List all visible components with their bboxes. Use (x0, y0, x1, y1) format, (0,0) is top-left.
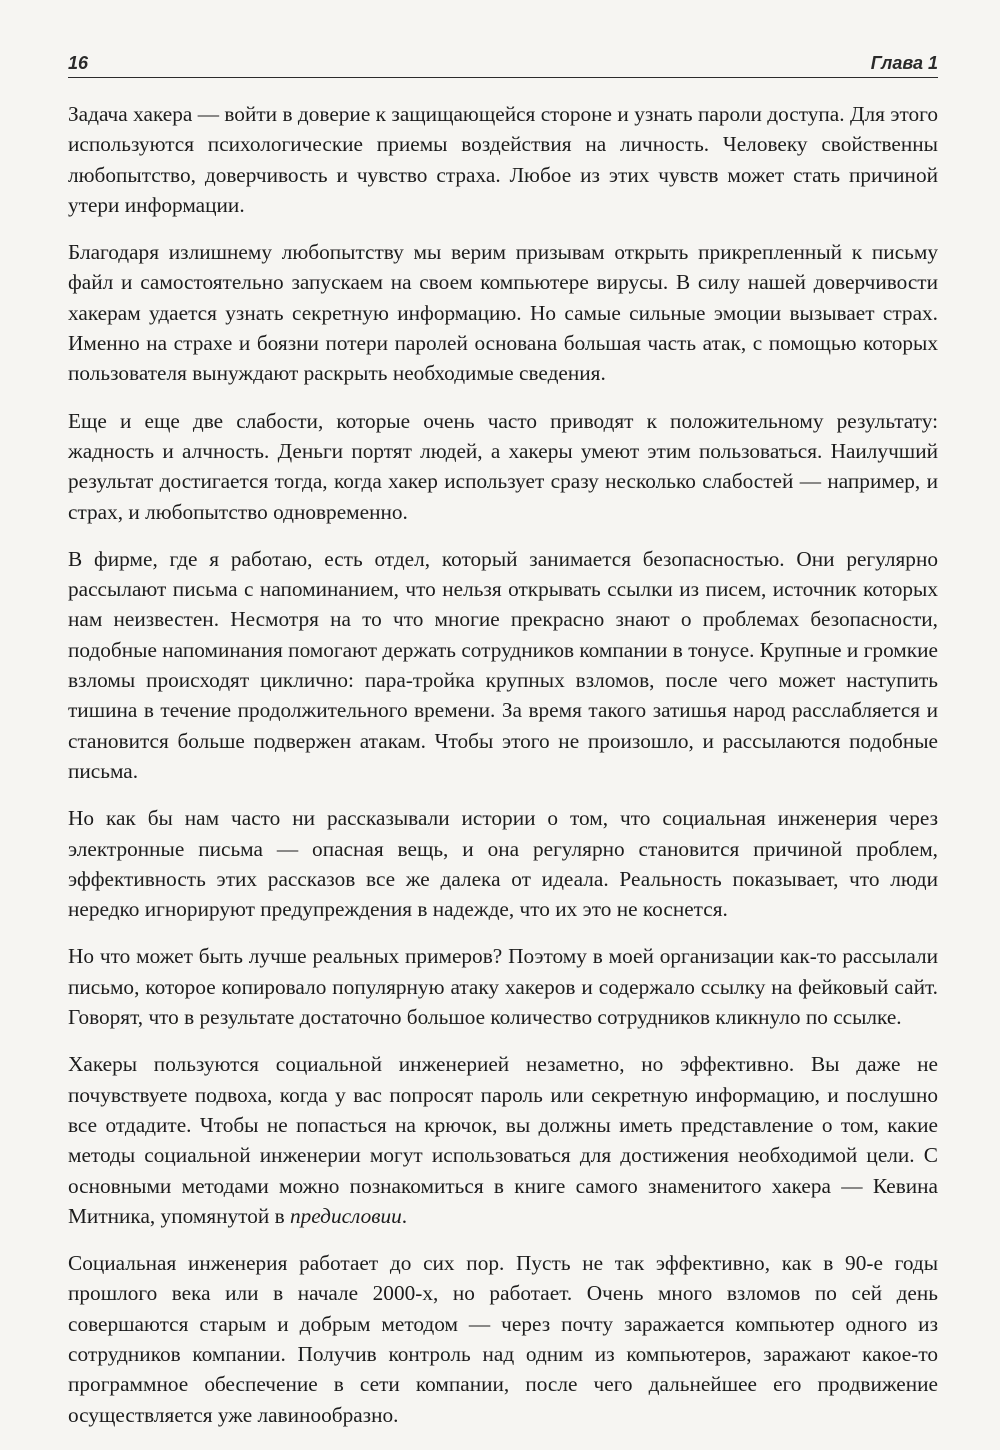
paragraph-8: Социальная инженерия работает до сих пор. Пусть не так эффективно, как в 90-е годы прошлого века или в начале 2000-х, но работает. Очень много взломов по сей день совершаются старым и добрым методом — через почту заражается компьютер одного из сотрудников компании. Получив контроль над одним из компьютеров, заражают какое-то программное обеспечение в сети компании, после чего дальнейшее его продвижение осуществляется уже лавинообразно. (68, 1251, 938, 1427)
paragraph-4: В фирме, где я работаю, есть отдел, который занимается безопасностью. Они регулярно рассылают письма с напоминанием, что нельзя открывать ссылки из писем, источник которых нам неизвестен. Несмотря на то что многие прекрасно знают о проблемах безопасности, подобные напоминания помогают держать сотрудников компании в тонусе. Крупные и громкие взломы происходят циклично: пара-тройка крупных взломов, после чего может наступить тишина в течение продолжительного времени. За время такого затишья народ расслабляется и становится больше подвержен атакам. Чтобы этого не произошло, и рассылаются подобные письма. (68, 546, 938, 783)
paragraph-3: Еще и еще две слабости, которые очень часто приводят к положительному результату: жадность и алчность. Деньги портят людей, а хакеры умеют этим пользоваться. Наилучший результат достигается тогда, когда хакер использует сразу несколько слабостей — например, и страх, и любопытство одновременно. (68, 408, 938, 524)
paragraph-2: Благодаря излишнему любопытству мы верим призывам открыть прикрепленный к письму файл и самостоятельно запускаем на своем компьютере вирусы. В силу нашей доверчивости хакерам удается узнать секретную информацию. Но самые сильные эмоции вызывает страх. Именно на страхе и боязни потери паролей основана большая часть атак, с помощью которых пользователя вынуждают раскрыть необходимые сведения. (68, 240, 938, 386)
chapter-title: Глава 1 (870, 53, 938, 73)
running-header (68, 50, 938, 78)
paragraph-6: Но что может быть лучше реальных примеров? Поэтому в моей организации как-то рассылали письмо, которое копировало популярную атаку хакеров и содержало ссылку на фейковый сайт. Говорят, что в результате достаточно большое количество сотрудников кликнуло по ссылке. (68, 944, 938, 1030)
paragraph-1: Задача хакера — войти в доверие к защищающейся стороне и узнать пароли доступа. Для этого используются психологические приемы воздействия на личность. Человеку свойственны любопытство, доверчивость и чувство страха. Любое из этих чувств может стать причиной утери информации. (68, 102, 938, 217)
body-text (68, 99, 938, 1430)
paragraph-7-end: . (401, 1203, 408, 1228)
paragraph-5: Но как бы нам часто ни рассказывали истории о том, что социальная инженерия через электронные письма — опасная вещь, и она регулярно становится причиной проблем, эффективность этих рассказов все же далека от идеала. Реальность показывает, что люди нередко игнорируют предупреждения в надежде, что их это не коснется. (68, 806, 938, 922)
paragraph-7-text: Хакеры пользуются социальной инженерией незаметно, но эффективно. Вы даже не почувствуете подвоха, когда у вас попросят пароль или секретную информацию, и послушно все отдадите. Чтобы не попасться на крючок, вы должны иметь представление о том, какие методы социальной инженерии могут использоваться для достижения необходимой цели. С основными методами можно познакомиться в книге самого знаменитого хакера — Кевина Митника, упомянутой в (68, 1052, 938, 1228)
italic-reference: предисловии (289, 1203, 402, 1228)
paragraph-7 (68, 1049, 938, 1231)
page-number: 16 (68, 53, 89, 73)
